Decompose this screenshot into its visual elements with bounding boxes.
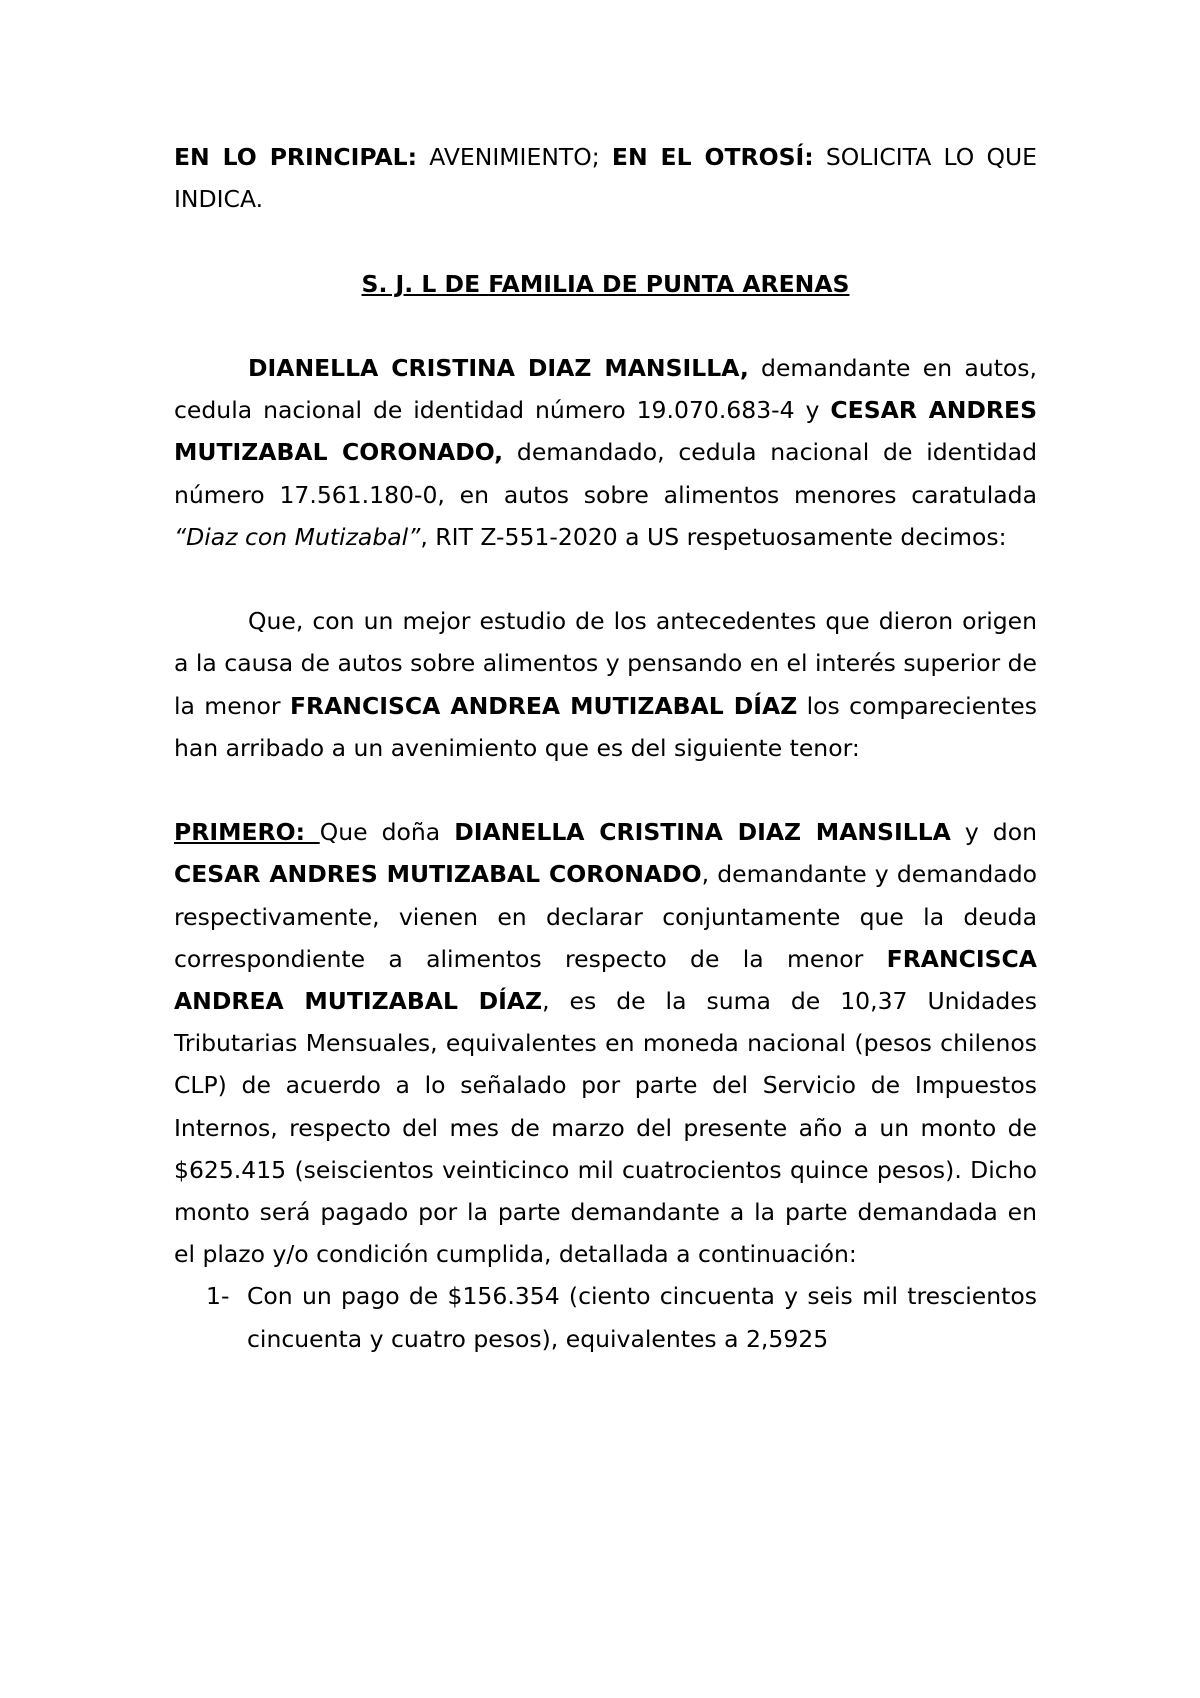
otrosi-text: SOLICITA LO QUE INDICA. — [174, 143, 1038, 214]
blank-line — [174, 305, 1037, 347]
minor-name: FRANCISCA ANDREA MUTIZABAL DÍAZ — [289, 691, 798, 720]
primero-paragraph: PRIMERO: Que doña DIANELLA CRISTINA DIAZ MANSILLA y don CESAR ANDRES MUTIZABAL CORONADO, demandante y demandado respectivamente, vienen en declarar conjuntamente que la deuda correspondiente a alimentos respecto de la menor FRANCISCA ANDREA MUTIZABAL DÍAZ, es de la suma de 10,37 Unidades Tributarias Mensuales, equivalentes en moneda nacional (pesos chilenos CLP) de acuerdo a lo señalado por parte del Servicio de Impuestos Internos, respecto del mes de marzo del presente año a un monto de $625.415 (seiscientos veinticinco mil cuatrocientos quince pesos). Dicho monto será pagado por la parte demandante a la parte demandada en el plazo y/o condición cumplida, detallada a continuación: — [174, 818, 1037, 1269]
heading-line — [174, 136, 1037, 220]
principal-label: EN LO PRINCIPAL: — [174, 143, 418, 171]
case-name: “Diaz con Mutizabal” — [174, 522, 421, 551]
otrosi-label: EN EL OTROSÍ: — [611, 143, 814, 171]
list-number: 1- — [206, 1282, 230, 1311]
plaintiff-name: DIANELLA CRISTINA DIAZ MANSILLA, — [248, 353, 749, 382]
minor-name: FRANCISCA ANDREA MUTIZABAL DÍAZ — [174, 944, 1037, 1015]
list-item — [174, 1275, 1037, 1359]
defendant-name: CESAR ANDRES MUTIZABAL CORONADO, — [174, 396, 1038, 467]
list-text: Con un pago de $156.354 (ciento cincuenta y seis mil trescientos cincuenta y cuatro pesos), equivalentes a 2,5925 — [247, 1282, 1037, 1353]
primero-label: PRIMERO: — [174, 818, 320, 847]
intro-paragraph: DIANELLA CRISTINA DIAZ MANSILLA, demandante en autos, cedula nacional de identidad número 19.070.683-4 y CESAR ANDRES MUTIZABAL CORONADO, demandado, cedula nacional de identidad número 17.561.180-0, en autos sobre alimentos menores caratulada “Diaz con Mutizabal”, RIT Z-551-2020 a US respetuosamente decimos: — [174, 353, 1038, 551]
blank-line — [174, 558, 1037, 600]
court-title-text: S. J. L DE FAMILIA DE PUNTA ARENAS — [361, 269, 850, 298]
blank-line — [174, 220, 1037, 262]
court-title — [174, 263, 1037, 305]
plaintiff-name: DIANELLA CRISTINA DIAZ MANSILLA — [454, 818, 951, 847]
blank-line — [174, 769, 1037, 811]
principal-text: AVENIMIENTO; — [417, 143, 612, 171]
defendant-name: CESAR ANDRES MUTIZABAL CORONADO — [174, 860, 702, 889]
document-body — [174, 136, 1037, 1360]
que-paragraph: Que, con un mejor estudio de los antecedentes que dieron origen a la causa de autos sobre alimentos y pensando en el interés superior de la menor FRANCISCA ANDREA MUTIZABAL DÍAZ los comparecientes han arribado a un avenimiento que es del siguiente tenor: — [174, 607, 1037, 762]
